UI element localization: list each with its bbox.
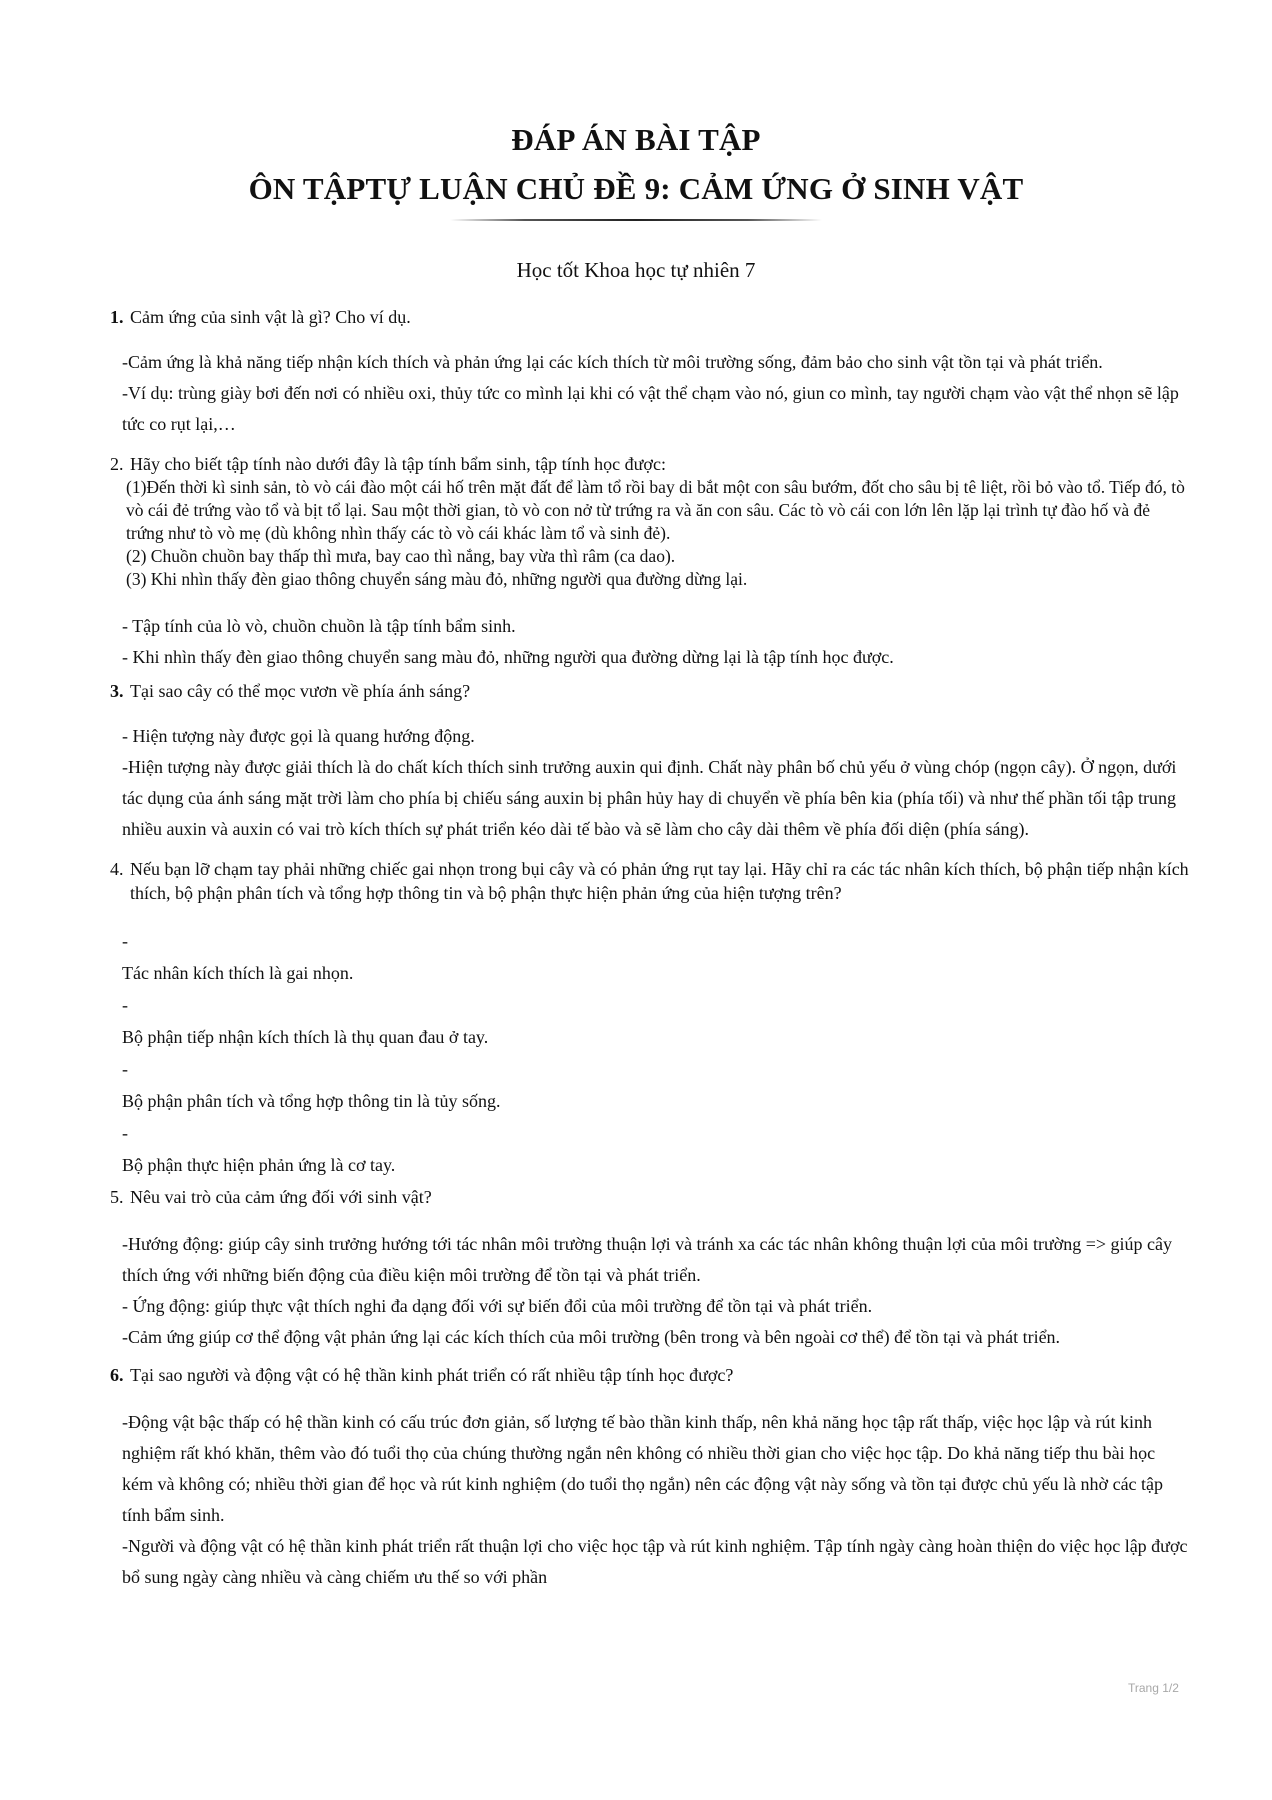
question-item: (1)Đến thời kì sinh sản, tò vò cái đào một cái hố trên mặt đất để làm tổ rồi bay di bắt một con sâu bướm, đốt cho sâu bị tê liệt, rồi bỏ vào tổ. Tiếp đó, tò vò cái đẻ trứng vào tổ và bịt tổ lại. Sau một thời gian, tò vò con nở từ trứng ra và ăn con sâu. Các tò vò cái con lớn lên lặp lại trình tự đào hố và đẻ trứng như tò vò mẹ (dù không nhìn thấy các tò vò cái khác làm tổ và sinh đẻ). [126,477,1185,543]
question-item: (2) Chuồn chuồn bay thấp thì mưa, bay cao thì nắng, bay vừa thì râm (ca dao). [126,546,676,566]
answer-1 [122,347,1190,440]
question-1 [110,305,1190,329]
question-number: 1. [110,307,124,327]
page-number: Trang 1/2 [1128,1681,1179,1695]
question-number: 4. [110,859,124,879]
answer-6 [122,1407,1190,1593]
question-6 [110,1363,1190,1387]
answer-line: Bộ phận phân tích và tổng hợp thông tin là tủy sống. [122,1091,501,1111]
answer-line: -Cảm ứng giúp cơ thể động vật phản ứng lại các kích thích của môi trường (bên trong và bên ngoài cơ thể) để tồn tại và phát triển. [122,1327,1061,1347]
answer-5 [122,1229,1190,1353]
question-2-items [126,476,1190,591]
answer-line: -Hướng động: giúp cây sinh trưởng hướng tới tác nhân môi trường thuận lợi và tránh xa các tác nhân không thuận lợi của môi trường => giúp cây thích ứng với những biến động của điều kiện môi trường để tồn tại và phát triển. [122,1234,1173,1285]
question-2 [110,452,1190,476]
question-text: Tại sao người và động vật có hệ thần kinh phát triển có rất nhiều tập tính học được? [130,1365,734,1385]
question-text: Nếu bạn lỡ chạm tay phải những chiếc gai nhọn trong bụi cây và có phản ứng rụt tay lại. Hãy chỉ ra các tác nhân kích thích, bộ phận tiếp nhận kích thích, bộ phận phân tích và tổng hợp thông tin và bộ phận thực hiện phản ứng của hiện tượng trên? [130,859,1189,903]
document-topic-title: ÔN TẬPTỰ LUẬN CHỦ ĐỀ 9: CẢM ỨNG Ở SINH VẬT [248,171,1024,206]
answer-4 [122,925,1190,1181]
question-number: 3. [110,681,124,701]
answer-line: -Động vật bậc thấp có hệ thần kinh có cấu trúc đơn giản, số lượng tế bào thần kinh thấp, nên khả năng học tập rất thấp, việc học lập và rút kinh nghiệm rất khó khăn, thêm vào đó tuổi thọ của chúng thường ngắn nên không có nhiều thời gian cho việc học tập. Do khả năng tiếp thu bài học kém và không có; nhiều thời gian để học và rút kinh nghiệm (do tuổi thọ ngắn) nên các động vật này sống và tồn tại được chủ yếu là nhờ các tập tính bẩm sinh. [122,1412,1164,1525]
question-item: (3) Khi nhìn thấy đèn giao thông chuyển sáng màu đỏ, những người qua đường dừng lại. [126,569,748,589]
question-text: Hãy cho biết tập tính nào dưới đây là tập tính bẩm sinh, tập tính học được: [130,454,666,474]
question-number: 6. [110,1365,124,1385]
answer-line: Tác nhân kích thích là gai nhọn. [122,963,354,983]
question-number: 5. [110,1187,124,1207]
answer-line: -Người và động vật có hệ thần kinh phát triển rất thuận lợi cho việc học tập và rút kinh nghiệm. Tập tính ngày càng hoàn thiện do việc học lập được bổ sung ngày càng nhiều và càng chiếm ưu thế so với phần [122,1536,1188,1587]
answer-line: - Tập tính của lò vò, chuồn chuồn là tập tính bẩm sinh. [122,616,516,636]
question-text: Nêu vai trò của cảm ứng đối với sinh vật? [130,1187,432,1207]
question-text: Cảm ứng của sinh vật là gì? Cho ví dụ. [130,307,411,327]
document-title: ĐÁP ÁN BÀI TẬP [511,122,761,157]
answer-line: -Ví dụ: trùng giày bơi đến nơi có nhiều oxi, thủy tức co mình lại khi có vật thể chạm vào nó, giun co mình, tay người chạm vào vật thể nhọn sẽ lập tức co rụt lại,… [122,383,1179,434]
answer-line: -Hiện tượng này được giải thích là do chất kích thích sinh trưởng auxin qui định. Chất này phân bố chủ yếu ở vùng chóp (ngọn cây). Ở ngọn, dưới tác dụng của ánh sáng mặt trời làm cho phía bị chiếu sáng auxin bị phân hủy hay di chuyển về phía bên kia (phía tối) và như thế phần tối tập trung nhiều auxin và auxin có vai trò kích thích sự phát triển kéo dài tế bào và sẽ làm cho cây dài thêm về phía đối diện (phía sáng). [122,757,1177,839]
question-3 [110,679,1190,703]
question-number: 2. [110,454,124,474]
answer-bullet: - [122,931,128,951]
answer-bullet: - [122,995,128,1015]
question-4 [110,857,1190,905]
answer-2 [122,611,1190,673]
answer-3 [122,721,1190,845]
title-divider [450,219,822,221]
answer-bullet: - [122,1059,128,1079]
question-5 [110,1185,1190,1209]
answer-line: Bộ phận tiếp nhận kích thích là thụ quan đau ở tay. [122,1027,489,1047]
answer-line: - Khi nhìn thấy đèn giao thông chuyển sang màu đỏ, những người qua đường dừng lại là tập tính học được. [122,647,894,667]
answer-content [110,305,1190,1593]
question-text: Tại sao cây có thể mọc vươn về phía ánh sáng? [130,681,471,701]
answer-bullet: - [122,1123,128,1143]
answer-line: Bộ phận thực hiện phản ứng là cơ tay. [122,1155,396,1175]
answer-line: -Cảm ứng là khả năng tiếp nhận kích thích và phản ứng lại các kích thích từ môi trường sống, đảm bảo cho sinh vật tồn tại và phát triển. [122,352,1103,372]
answer-line: - Ứng động: giúp thực vật thích nghi đa dạng đối với sự biến đổi của môi trường để tồn tại và phát triển. [122,1296,873,1316]
answer-line: - Hiện tượng này được gọi là quang hướng động. [122,726,475,746]
document-subtitle: Học tốt Khoa học tự nhiên 7 [516,258,756,282]
